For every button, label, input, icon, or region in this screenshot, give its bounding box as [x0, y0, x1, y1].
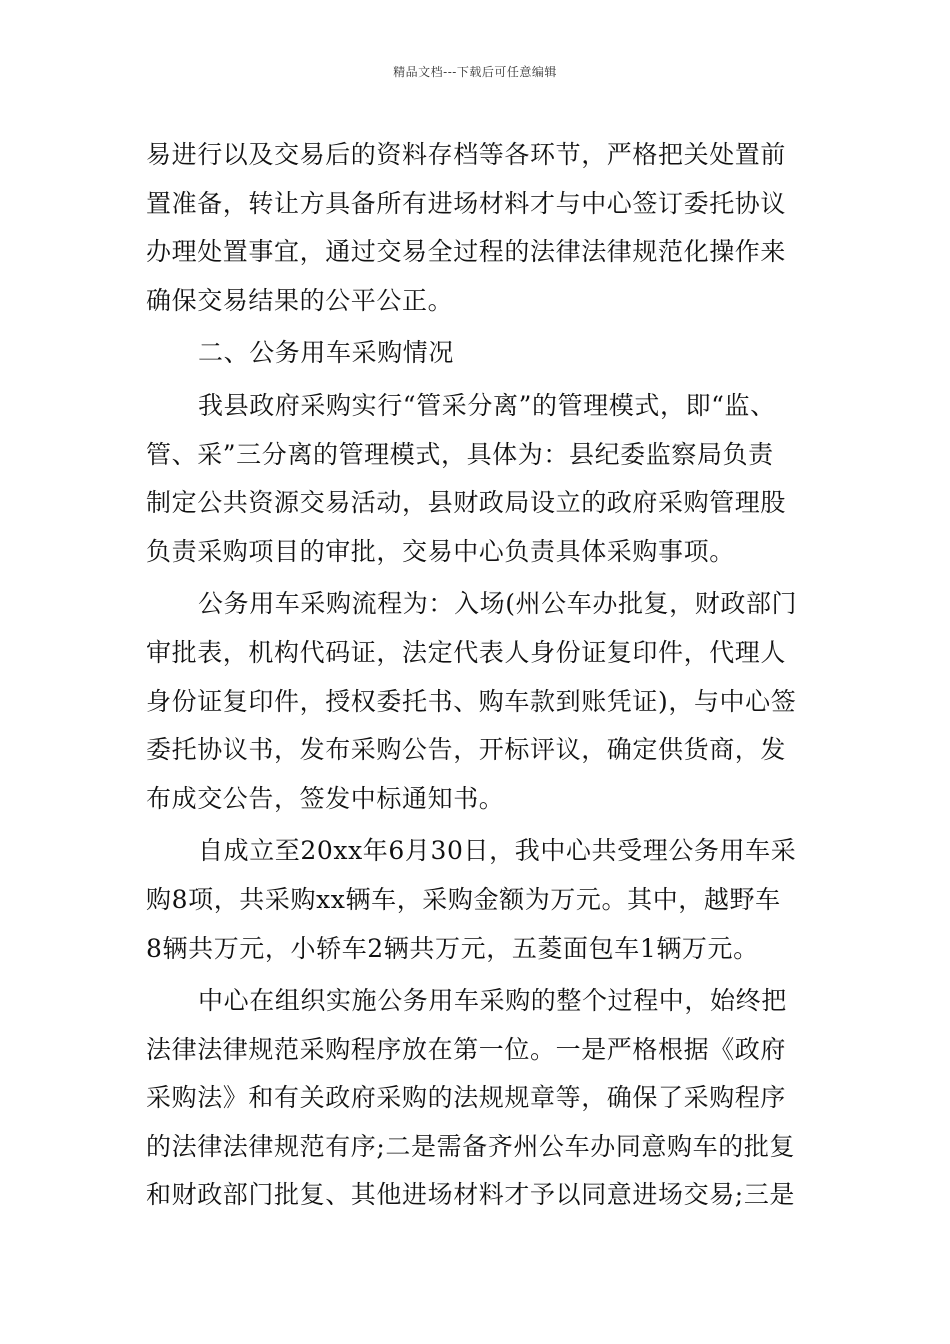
text-line: 法律法律规范采购程序放在第一位。一是严格根据《政府 [146, 1034, 787, 1064]
paragraph-continuation [146, 131, 816, 325]
paragraph-statistics [146, 827, 816, 973]
paragraph-compliance [146, 977, 816, 1220]
text-line: 自成立至20xx年6月30日，我中心共受理公务用车采 [198, 836, 797, 866]
paragraph-procurement-process [146, 580, 816, 823]
section-heading [146, 329, 816, 378]
text-line: 布成交公告，签发中标通知书。 [146, 783, 505, 813]
text-line: 中心在组织实施公务用车采购的整个过程中，始终把 [198, 986, 787, 1016]
heading-line: 二、公务用车采购情况 [198, 338, 455, 368]
text-line: 置准备，转让方具备所有进场材料才与中心签订委托协议 [146, 188, 787, 218]
paragraph-management-mode [146, 382, 816, 576]
text-line: 身份证复印件，授权委托书、购车款到账凭证)，与中心签 [146, 686, 797, 716]
text-line: 管、采”三分离的管理模式，具体为：县纪委监察局负责 [146, 439, 774, 469]
document-body [146, 131, 816, 1220]
text-line: 和财政部门批复、其他进场材料才予以同意进场交易;三是 [146, 1180, 796, 1210]
text-line: 制定公共资源交易活动，县财政局设立的政府采购管理股 [146, 488, 787, 518]
text-line: 确保交易结果的公平公正。 [146, 285, 454, 315]
text-line: 委托协议书，发布采购公告，开标评议，确定供货商，发 [146, 735, 787, 765]
page-header: 精品文档---下载后可任意编辑 [393, 65, 557, 79]
text-line: 8辆共万元，小轿车2辆共万元，五菱面包车1辆万元。 [146, 933, 759, 963]
text-line: 的法律法律规范有序;二是需备齐州公车办同意购车的批复 [146, 1131, 796, 1161]
text-line: 易进行以及交易后的资料存档等各环节，严格把关处置前 [146, 140, 787, 169]
text-line: 我县政府采购实行“管采分离”的管理模式，即“监、 [198, 390, 776, 420]
text-line: 办理处置事宜，通过交易全过程的法律法律规范化操作来 [146, 237, 787, 267]
text-line: 公务用车采购流程为：入场(州公车办批复，财政部门 [198, 589, 798, 619]
text-line: 负责采购项目的审批，交易中心负责具体采购事项。 [146, 536, 735, 566]
text-line: 采购法》和有关政府采购的法规规章等，确保了采购程序 [146, 1083, 787, 1113]
text-line: 审批表，机构代码证，法定代表人身份证复印件，代理人 [146, 637, 787, 667]
text-line: 购8项，共采购xx辆车，采购金额为万元。其中，越野车 [146, 884, 781, 914]
